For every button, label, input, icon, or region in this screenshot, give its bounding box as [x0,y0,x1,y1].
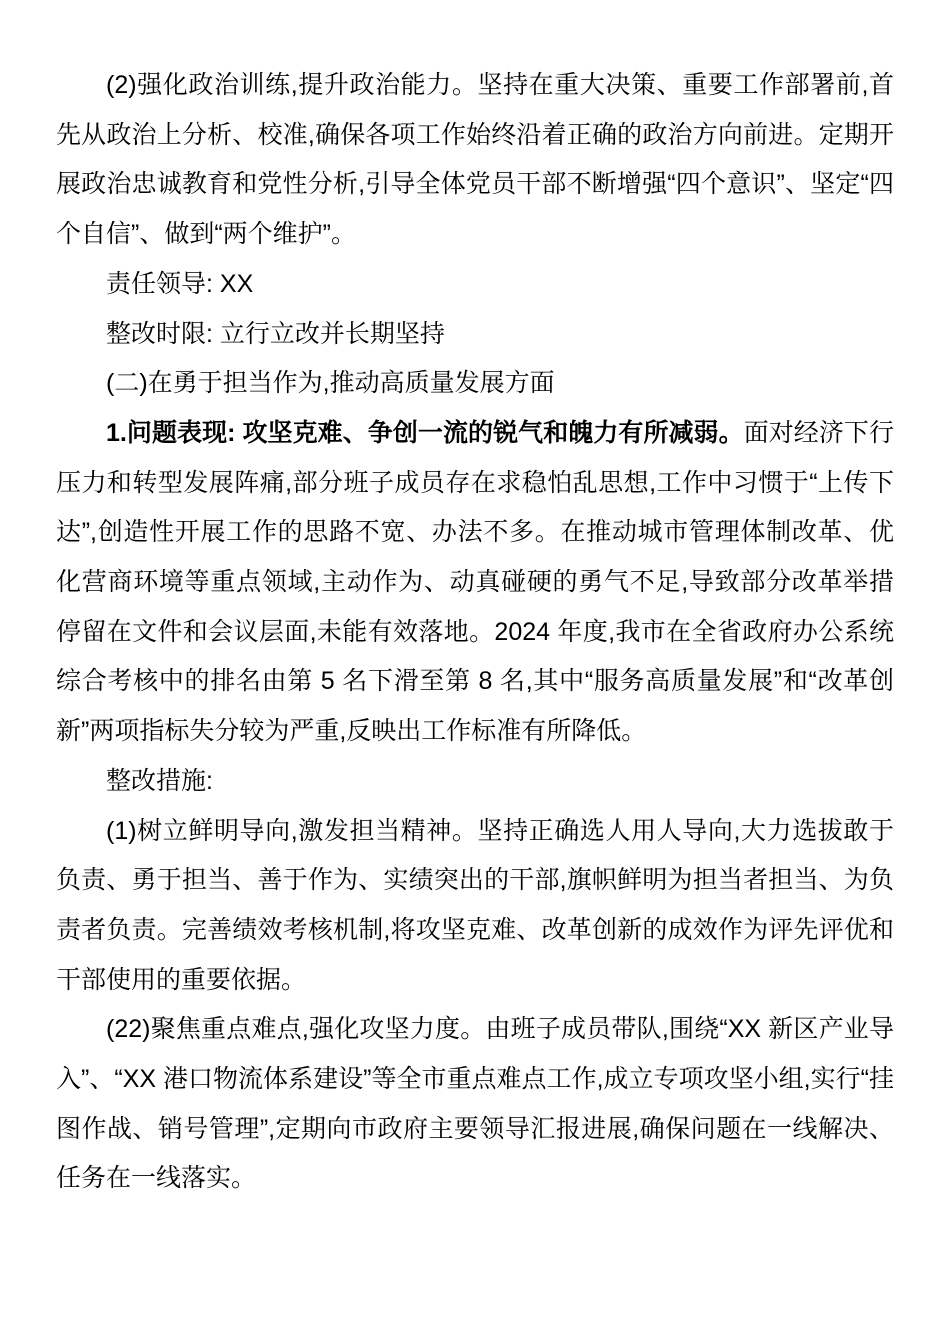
measure-22-paragraph [56,1005,894,1204]
measure-1-paragraph [56,807,894,1006]
text-run: 整改时限: 立行立改并长期坚持 [106,319,445,348]
problem-statement-paragraph [56,409,894,757]
rectification-deadline-line [56,310,894,360]
problem-statement-lead-bold: 1.问题表现: 攻坚克难、争创一流的锐气和魄力有所减弱。 [106,418,744,447]
text-run: 责任领导: XX [106,269,254,298]
text-run: (22)聚焦重点难点,强化攻坚力度。由班子成员带队,围绕“XX 新区产业导入”、“XX 港口物流体系建设”等全市重点难点工作,成立专项攻坚小组,实行“挂图作战、销号管理”,定期向市政府主要领导汇报进展,确保问题在一线解决、任务在一线落实。 [56,1015,894,1193]
rectification-measures-label [56,757,894,807]
text-run: 面对经济下行压力和转型发展阵痛,部分班子成员存在求稳怕乱思想,工作中习惯于“上传下达”,创造性开展工作的思路不宽、办法不多。在推动城市管理体制改革、优化营商环境等重点领域,主动作为、动真碰硬的勇气不足,导致部分改革举措停留在文件和会议层面,未能有效落地。2024 年度,我市在全省政府办公系统综合考核中的排名由第 5 名下滑至第 8 名,其中“服务高质量发展”和“改革创新”两项指标失分较为严重,反映出工作标准有所降低。 [56,418,894,746]
section-heading [56,359,894,409]
responsible-leader-line [56,260,894,310]
text-run: 整改措施: [106,766,213,795]
text-run: (2)强化政治训练,提升政治能力。坚持在重大决策、重要工作部署前,首先从政治上分析、校准,确保各项工作始终沿着正确的政治方向前进。定期开展政治忠诚教育和党性分析,引导全体党员干部不断增强“四个意识”、坚定“四个自信”、做到“两个维护”。 [56,71,894,249]
paragraph-political-training-measure [56,61,894,260]
text-run: (1)树立鲜明导向,激发担当精神。坚持正确选人用人导向,大力选拔敢于负责、勇于担当、善于作为、实绩突出的干部,旗帜鲜明为担当者担当、为负责者负责。完善绩效考核机制,将攻坚克难、改革创新的成效作为评先评优和干部使用的重要依据。 [56,816,894,994]
text-run: (二)在勇于担当作为,推动高质量发展方面 [106,369,555,398]
